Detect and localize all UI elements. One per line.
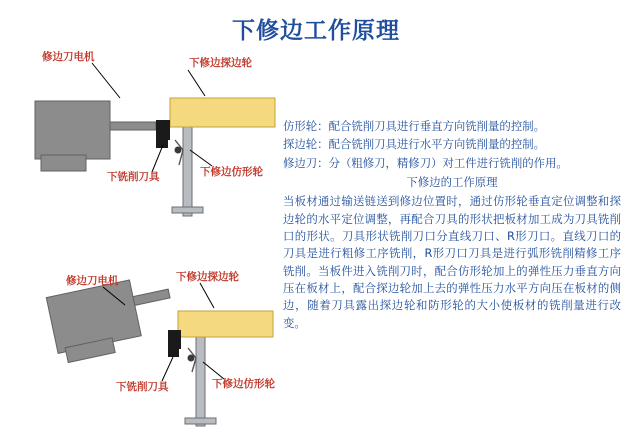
label-profile-wheel-bottom: 下修边仿形轮 <box>212 378 275 390</box>
label-motor-bottom: 修边刀电机 <box>66 275 119 287</box>
label-milling-tool-top: 下铣削刀具 <box>107 171 160 183</box>
description-body: 当板材通过输送链送到修边位置时，通过仿形轮垂直定位调整和探边轮的水平定位调整，再配合刀具的形状把板材加工成为刀具铣削口的形状。刀具形状铣削刀口分直线刀口、R形刀口。直线刀口的刀具是进行粗修工序铣削，R形刀口刀具是进行弧形铣削精修工序铣削。当板件进入铣削刀时，配合仿形轮加上的弹性压力垂直方向压在板材上，配合探边轮加上去的弹性压力水平方向压在板材的侧边，随着刀具露出探边轮和防形轮的大小使板材的铣削量进行改变。 <box>283 194 621 330</box>
description-line-2: 探边轮：配合铣削刀具进行水平方向铣削量的控制。 <box>283 137 545 152</box>
description-line-1: 仿形轮：配合铣削刀具进行垂直方向铣削量的控制。 <box>283 119 545 133</box>
description-subtitle: 下修边的工作原理 <box>406 174 498 189</box>
label-motor-top: 修边刀电机 <box>42 51 95 63</box>
label-profile-wheel-top: 下修边仿形轮 <box>200 166 263 178</box>
label-edge-probe-wheel-bottom: 下修边探边轮 <box>176 271 239 283</box>
page-title: 下修边工作原理 <box>232 18 400 44</box>
label-edge-probe-wheel-top: 下修边探边轮 <box>189 57 252 69</box>
description-panel <box>283 118 621 333</box>
description-line-3: 修边刀：分（粗修刀，精修刀）对工件进行铣削的作用。 <box>283 155 568 170</box>
label-milling-tool-bottom: 下铣削刀具 <box>116 381 169 393</box>
